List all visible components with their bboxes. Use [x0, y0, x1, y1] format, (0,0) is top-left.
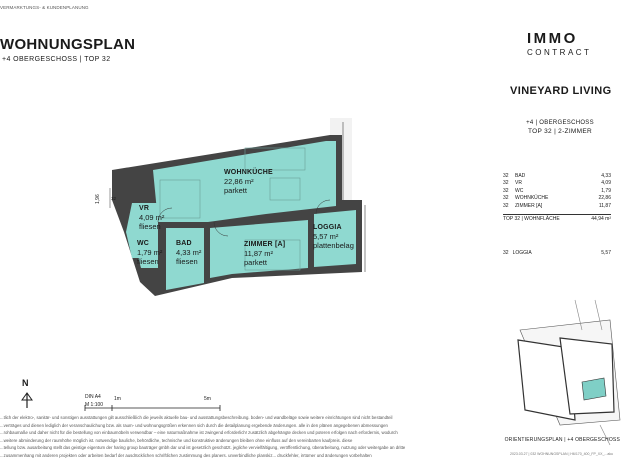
header-top-line: VERMARKTUNGS- & KUNDENPLANUNG [0, 5, 89, 10]
label-bad: BAD 4,33 m² fliesen [176, 240, 202, 266]
label-vr: VR 4,09 m² fliesen [139, 205, 165, 231]
table-row: 32 ZIMMER [A] 11,87 [503, 202, 611, 209]
paper-size: DIN A4 [85, 394, 101, 400]
table-row: 32 BAD 4,33 [503, 173, 611, 179]
orientation-highlight [582, 378, 606, 400]
loggia-row: 32 LOGGIA 5,57 [503, 250, 611, 256]
table-row: 32 WC 1,79 [503, 187, 611, 194]
dimension-label: 1,96 [95, 194, 101, 204]
table-row: 32 WOHNKÜCHE 22,86 [503, 195, 611, 202]
level-line: +4 | OBERGESCHOSS [526, 120, 594, 126]
summary-area: 44,94 m² [591, 216, 611, 222]
disclaimer-text: ...tlich der elektro-, sanitär- und sonstigen ausstattungen gilt ausschließlich die jeweils aktuelle bau- und ausstattungsbeschreibung. boden- und wandbeläge sowie weitere einrichtungen sind nicht bestandteil ...verträges und dienen lediglich der veranschaulichung bzw. als raum- und wohnungsgrößen erkennen sich durch die detailplanung ergebende änderungen. alle in den plänen angegebenen abmessungen ...rohbaumaße und daher nicht für die bestellung von einbaumöbeln verwendbar – eine naturmaßnahme ist zwingend erforderlich! zusätzlich abgehängte decken und poteren erfolgen nach erfordernis, wodurch ...weitere abminderung der raumhöhe möglich ist. notwendige bauliche, behördliche, technische und konstruktive änderungen bleiben ohne einfluss auf den vereinbarten kaufpreis. diese ...tellung bzw. ausarbeitung stellt das geistige eigentum der haring group bauträger gmbh dar und ist gesetzlich geschützt. jegliche vervielfältigung, veröffentlichung, überarbeitung, nutzung oder weitergabe an dritte ...zusammenhang mit anderen projekten oder arbeiten bedarf der ausdrücklichen schriftlichen zustimmung des planers. unverbindliche planskiz... druckfehler, irrtümer und änderungen vorbehalten [0, 415, 406, 458]
north-label: N [22, 378, 29, 388]
label-zimmer: ZIMMER [A] 11,87 m² parkett [244, 241, 286, 267]
orientation-plan [518, 300, 620, 445]
footer-code: 2023.03.27 | 032 WOHNUNGSPLAN | H6/170_400_FP_XX_...aku [510, 452, 613, 456]
project-name: VINEYARD LIVING [510, 85, 612, 97]
scale-bar-1m: 1m [114, 396, 121, 402]
label-loggia: LOGGIA 5,57 m² plattenbelag [313, 224, 354, 250]
unit-line: TOP 32 | 2-ZIMMER [528, 128, 592, 135]
label-wc: WC 1,79 m² fliesen [137, 240, 163, 266]
summary-label: TOP 32 | WOHNFLÄCHE [503, 216, 560, 222]
scale-bar-5m: 5m [204, 396, 211, 402]
entry-marker: 32 [111, 196, 117, 201]
label-wohnkueche: WOHNKÜCHE 22,86 m² parkett [224, 169, 273, 195]
scale-ratio: M 1:100 [85, 402, 104, 408]
brand-logo-line1: IMMO [527, 30, 578, 47]
page-subtitle: +4 OBERGESCHOSS | TOP 32 [2, 56, 111, 63]
table-row: 32 VR 4,09 [503, 180, 611, 187]
orientation-label: ORIENTIERUNGSPLAN | +4 OBERGESCHOSS [504, 437, 620, 443]
brand-logo-line2: CONTRACT [527, 48, 592, 57]
page-title: WOHNUNGSPLAN [0, 36, 136, 53]
